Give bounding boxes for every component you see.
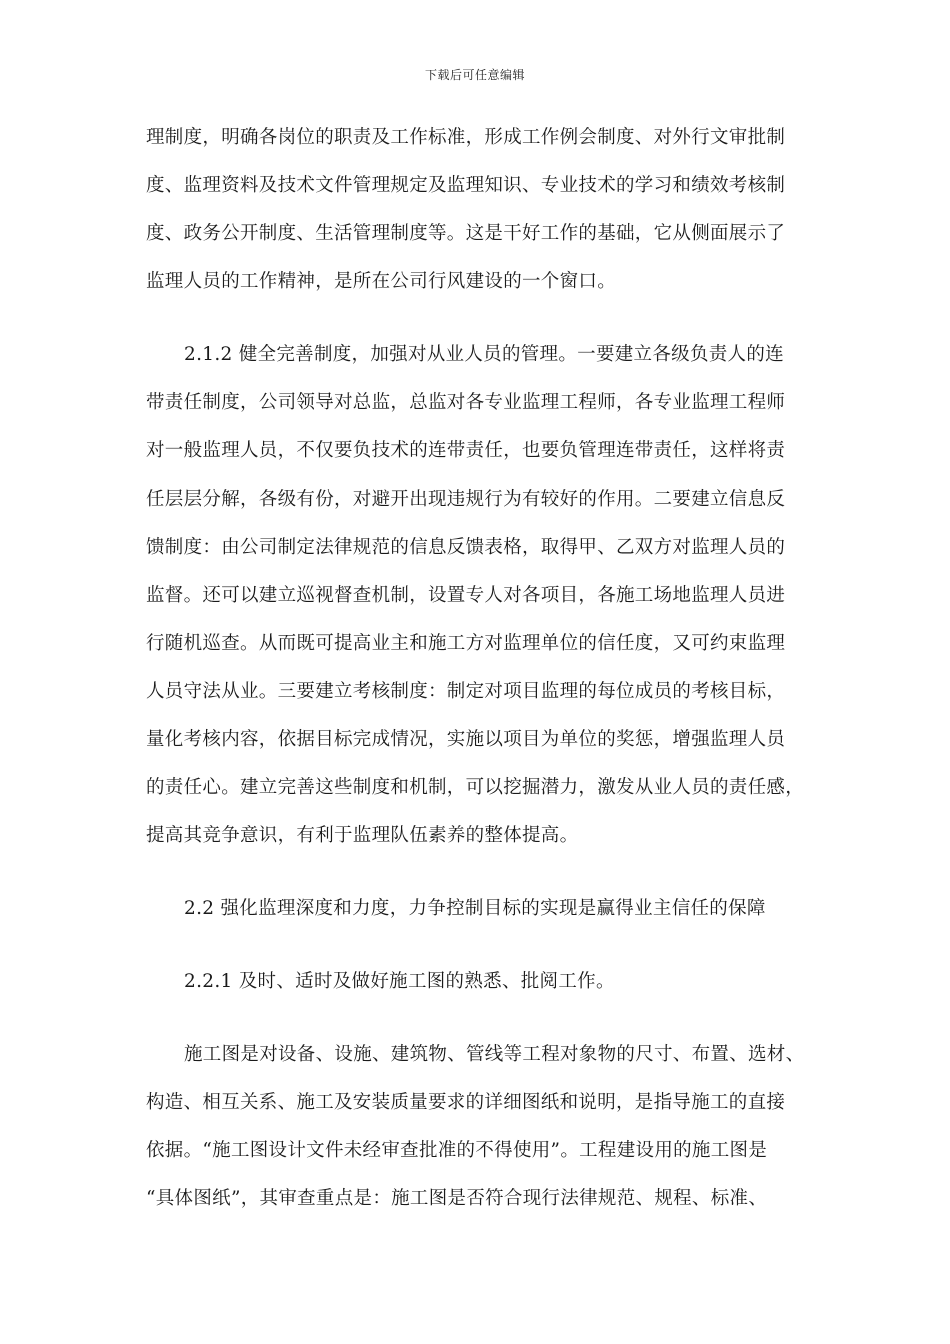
text-line: 馈制度：由公司制定法律规范的信息反馈表格，取得甲、乙双方对监理人员的 (146, 537, 786, 558)
text-line: 依据。“施工图设计文件未经审查批准的不得使用”。工程建设用的施工图是 (146, 1140, 768, 1161)
text-line: 度、政务公开制度、生活管理制度等。这是干好工作的基础，它从侧面展示了 (146, 223, 786, 244)
text-line: 量化考核内容，依据目标完成情况，实施以项目为单位的奖惩，增强监理人员 (146, 729, 786, 750)
text-line: 行随机巡查。从而既可提高业主和施工方对监理单位的信任度，又可约束监理 (146, 633, 786, 654)
text-line: 提高其竞争意识，有利于监理队伍素养的整体提高。 (146, 825, 579, 846)
text-line: 度、监理资料及技术文件管理规定及监理知识、专业技术的学习和绩效考核制 (146, 175, 786, 196)
text-line: 2.1.2 健全完善制度，加强对从业人员的管理。一要建立各级负责人的连 (184, 344, 784, 365)
text-line: 监督。还可以建立巡视督查机制，设置专人对各项目，各施工场地监理人员进 (146, 585, 786, 606)
text-line: 对一般监理人员，不仅要负技术的连带责任，也要负管理连带责任，这样将责 (146, 440, 786, 461)
text-line: “具体图纸”，其审查重点是：施工图是否符合现行法律规范、规程、标准、 (146, 1188, 768, 1209)
text-line: 构造、相互关系、施工及安装质量要求的详细图纸和说明，是指导施工的直接 (146, 1092, 786, 1113)
text-line: 带责任制度，公司领导对总监，总监对各专业监理工程师，各专业监理工程师 (146, 392, 786, 413)
text-line: 的责任心。建立完善这些制度和机制，可以挖掘潜力，激发从业人员的责任感， (146, 777, 805, 798)
section-heading: 2.2 强化监理深度和力度，力争控制目标的实现是赢得业主信任的保障 (184, 898, 766, 919)
text-line: 人员守法从业。三要建立考核制度：制定对项目监理的每位成员的考核目标， (146, 681, 786, 702)
text-line: 理制度，明确各岗位的职责及工作标准，形成工作例会制度、对外行文审批制 (146, 127, 786, 148)
subsection-heading: 2.2.1 及时、适时及做好施工图的熟悉、批阅工作。 (184, 971, 615, 992)
text-line: 施工图是对设备、设施、建筑物、管线等工程对象物的尺寸、布置、选材、 (184, 1044, 805, 1065)
text-line: 监理人员的工作精神，是所在公司行风建设的一个窗口。 (146, 271, 617, 292)
page-header: 下载后可任意编辑 (424, 68, 525, 82)
text-line: 任层层分解，各级有份，对避开出现违规行为有较好的作用。二要建立信息反 (146, 489, 786, 510)
